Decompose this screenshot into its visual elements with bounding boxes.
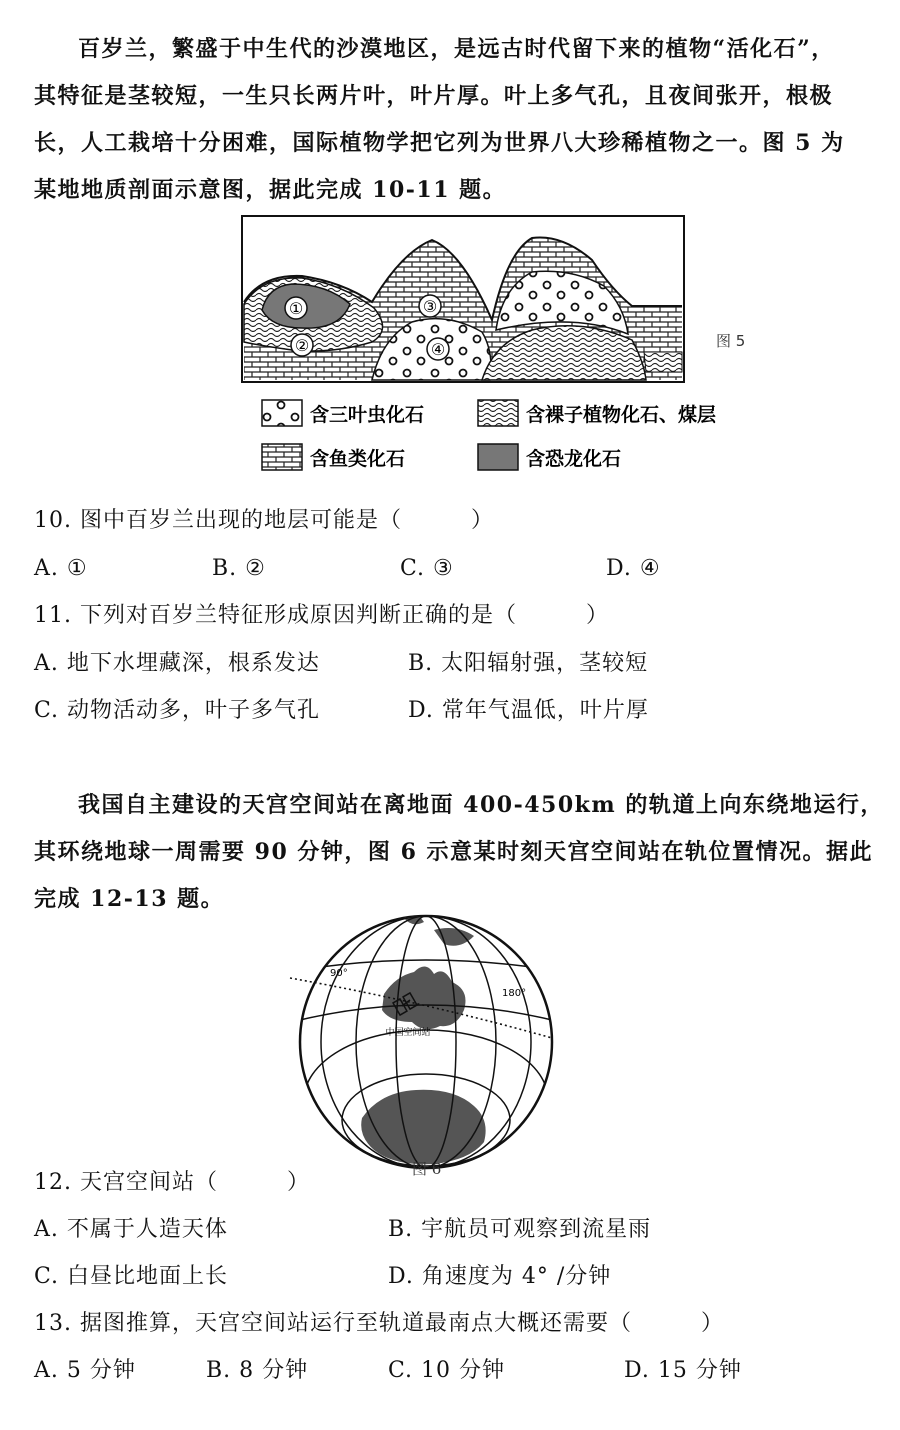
q11-stem: 11. 下列对百岁兰特征形成原因判断正确的是（ ）: [34, 603, 609, 628]
q10-option-c[interactable]: C. ③: [400, 556, 454, 581]
passage-2-line: 完成 12-13 题。: [34, 886, 225, 912]
layer-label-1: ①: [288, 299, 304, 318]
passage-1-line: 其特征是茎较短，一生只长两片叶，叶片厚。叶上多气孔，且夜间张开，根极: [34, 83, 834, 109]
figure-5-caption: 图 5: [716, 332, 746, 350]
passage-2-line: 我国自主建设的天宫空间站在离地面 400-450km 的轨道上向东绕地运行，: [78, 792, 884, 818]
layer-label-4: ④: [430, 340, 446, 359]
q13-option-d[interactable]: D. 15 分钟: [624, 1358, 742, 1383]
passage-1: [34, 26, 874, 214]
q10-option-b[interactable]: B. ②: [212, 556, 266, 581]
q11-option-c[interactable]: C. 动物活动多，叶子多气孔: [34, 698, 321, 723]
q13-option-b[interactable]: B. 8 分钟: [206, 1358, 309, 1383]
q13-option-a[interactable]: A. 5 分钟: [34, 1358, 136, 1383]
q10-option-d[interactable]: D. ④: [606, 556, 661, 581]
q11-option-b[interactable]: B. 太阳辐射强，茎较短: [408, 651, 649, 676]
q12-option-b[interactable]: B. 宇航员可观察到流星雨: [388, 1217, 652, 1242]
layer-label-3: ③: [422, 297, 438, 316]
q10-stem: 10. 图中百岁兰出现的地层可能是（ ）: [34, 508, 494, 533]
passage-2-line: 其环绕地球一周需要 90 分钟，图 6 示意某时刻天宫空间站在轨位置情况。据此: [34, 839, 874, 865]
passage-1-line: 百岁兰，繁盛于中生代的沙漠地区，是远古时代留下来的植物“活化石”，: [78, 36, 835, 62]
q10-option-a[interactable]: A. ①: [34, 556, 88, 581]
figure-5-geologic-section: [232, 212, 762, 484]
figure-6-caption: 图 6: [412, 1160, 442, 1178]
legend-gymnosperm: 含裸子植物化石、煤层: [526, 404, 717, 426]
q12-option-a[interactable]: A. 不属于人造天体: [34, 1217, 228, 1242]
lon-label-180: 180°: [502, 988, 527, 999]
layer-label-2: ②: [294, 336, 310, 355]
passage-1-line: 长，人工栽培十分困难，国际植物学把它列为世界八大珍稀植物之一。图 5 为: [34, 130, 845, 156]
lon-label-90: 90°: [330, 968, 348, 979]
legend-fish: 含鱼类化石: [310, 448, 406, 470]
passage-1-line: 某地地质剖面示意图，据此完成 10-11 题。: [34, 177, 507, 203]
passage-2: [34, 782, 884, 923]
q12-option-c[interactable]: C. 白昼比地面上长: [34, 1264, 229, 1289]
q12-option-d[interactable]: D. 角速度为 4° /分钟: [388, 1264, 612, 1289]
q11-option-d[interactable]: D. 常年气温低，叶片厚: [408, 698, 649, 723]
figure-6-globe: [284, 910, 564, 1182]
antarctica-shape: [361, 1090, 485, 1164]
legend-dinosaur: 含恐龙化石: [526, 448, 622, 470]
q12-stem: 12. 天宫空间站（ ）: [34, 1170, 310, 1195]
q11-option-a[interactable]: A. 地下水埋藏深，根系发达: [34, 651, 320, 676]
q13-option-c[interactable]: C. 10 分钟: [388, 1358, 506, 1383]
legend-trilobite: 含三叶虫化石: [310, 404, 425, 426]
station-label: 中国空间站: [385, 1028, 431, 1038]
q13-stem: 13. 据图推算，天宫空间站运行至轨道最南点大概还需要（ ）: [34, 1311, 724, 1336]
